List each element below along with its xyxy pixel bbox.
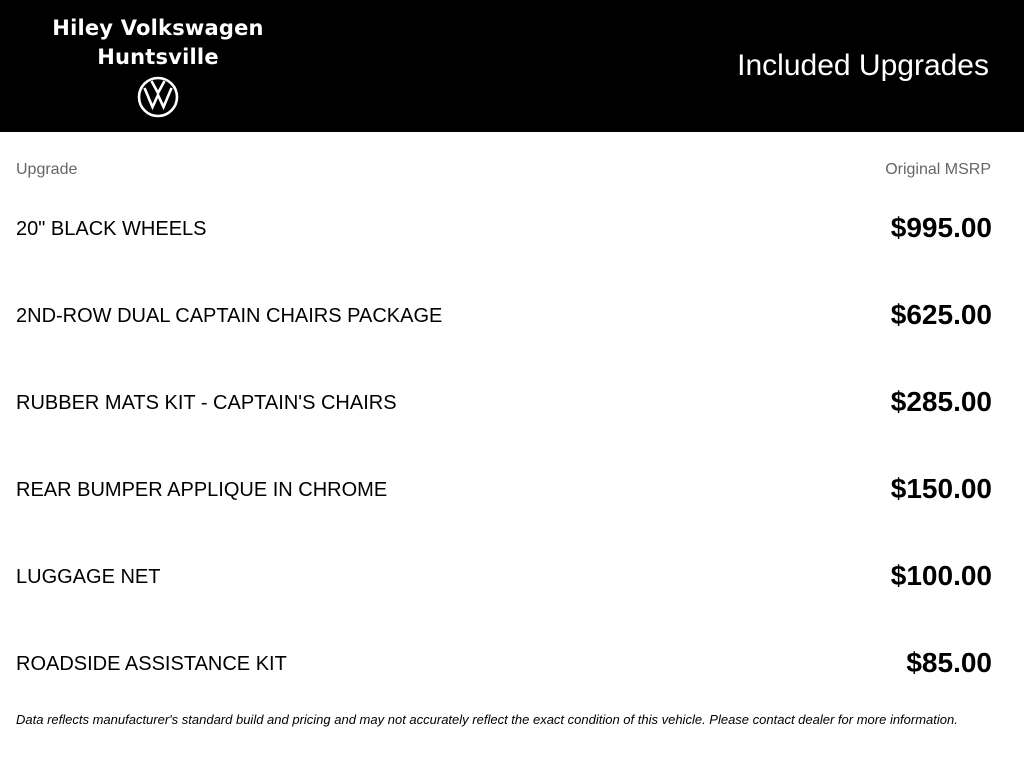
upgrade-row [16,208,992,248]
upgrade-price: $85.00 [906,647,992,678]
upgrade-row [16,469,992,509]
upgrade-row [16,643,992,683]
upgrade-price: $995.00 [890,212,992,243]
disclaimer-text: Data reflects manufacturer's standard build and pricing and may not accurately reflect the exact condition of this vehicle. Please contact dealer for more information. [16,712,958,727]
volkswagen-logo-icon [137,76,179,118]
msrp-column-header: Original MSRP [885,161,991,178]
page-title: Included Upgrades [737,49,989,82]
dealer-city: Huntsville [97,45,219,69]
upgrade-name: 20" BLACK WHEELS [16,218,207,240]
upgrade-row [16,382,992,422]
upgrade-name: 2ND-ROW DUAL CAPTAIN CHAIRS PACKAGE [16,305,443,327]
upgrade-price: $285.00 [890,386,992,417]
upgrade-name: RUBBER MATS KIT - CAPTAIN'S CHAIRS [16,392,397,414]
header-banner [0,0,1024,132]
dealer-logo [48,14,268,118]
upgrade-price: $625.00 [890,299,992,330]
upgrade-price: $100.00 [890,560,992,591]
upgrade-row [16,295,992,335]
upgrade-name: ROADSIDE ASSISTANCE KIT [16,653,287,675]
upgrade-name: LUGGAGE NET [16,566,161,588]
upgrade-name: REAR BUMPER APPLIQUE IN CHROME [16,479,388,501]
upgrade-row [16,556,992,596]
upgrade-price: $150.00 [890,473,992,504]
upgrade-column-header: Upgrade [16,161,78,178]
dealer-name: Hiley Volkswagen [52,16,264,40]
